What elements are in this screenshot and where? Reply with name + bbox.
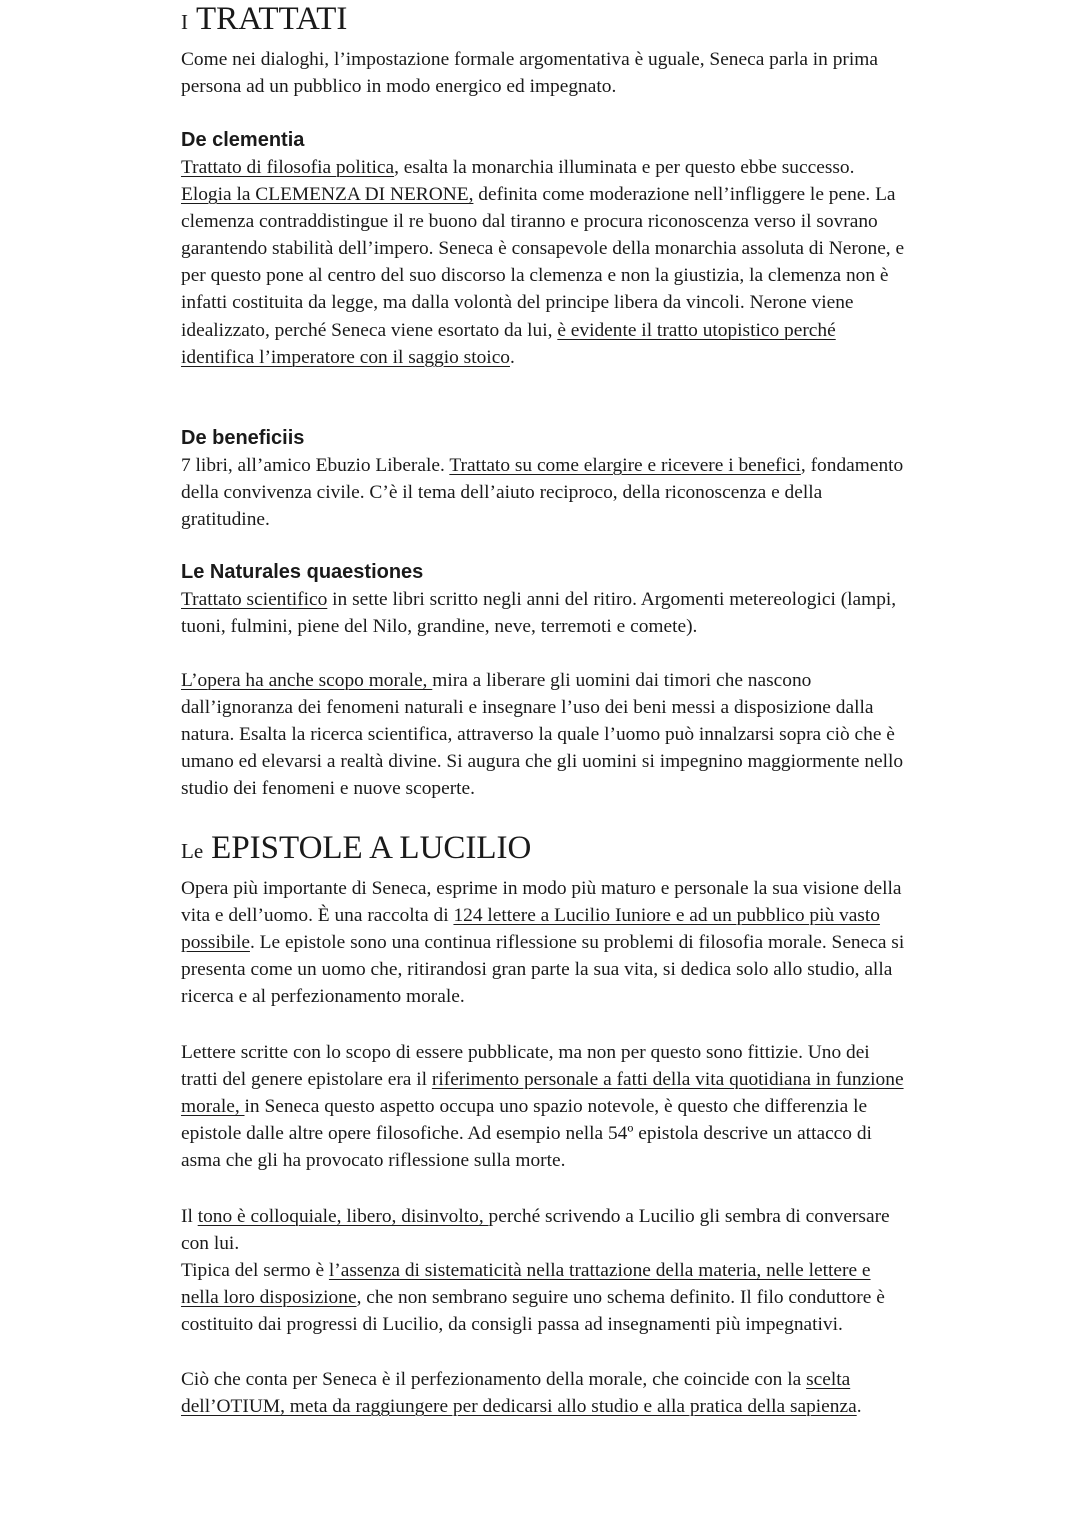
underlined-text: tono è colloquiale, libero, disinvolto, — [197, 1206, 489, 1227]
epistole-paragraph-3 — [181, 1203, 906, 1257]
section-title-trattati — [181, 2, 347, 36]
subheading-de-clementia: De clementia — [181, 129, 305, 151]
title-main: TRATTATI — [196, 1, 348, 37]
subheading-de-beneficiis: De beneficiis — [181, 427, 305, 449]
underlined-text: 124 lettere a Lucilio Iuniore e ad un pubblico più vasto possibile — [181, 905, 880, 954]
paragraph-text: , esalta la monarchia illuminata e per questo ebbe successo. — [394, 157, 855, 178]
section-title-epistole — [181, 831, 531, 865]
title-prefix: I — [181, 10, 188, 34]
paragraph-text: in sette libri scritto negli anni del ritiro. Argomenti metereologici (lampi, tuoni, fulmini, piene del Nilo, grandine, neve, terremoti e comete). — [181, 589, 897, 638]
trattati-intro-paragraph: Come nei dialoghi, l’impostazione formale argomentativa è uguale, Seneca parla in prima persona ad un pubblico in modo energico ed impegnato. — [181, 49, 878, 98]
paragraph-text: perché scrivendo a Lucilio gli sembra di conversare con lui. — [181, 1206, 890, 1255]
paragraph-text: 7 libri, all’amico Ebuzio Liberale. — [181, 455, 450, 476]
underlined-text: Trattato scientifico — [181, 589, 328, 610]
title-prefix: Le — [181, 839, 204, 863]
underlined-text: Elogia la CLEMENZA DI NERONE, — [181, 184, 474, 206]
paragraph-text: . Le epistole sono una continua riflessione su problemi di filosofia morale. Seneca si presenta come un uomo che, ritirandosi gran parte la sua vita, si dedica solo allo studio, alla ricerca e al perfezionamento morale. — [181, 932, 905, 1008]
paragraph-text: Tipica del sermo è — [181, 1260, 329, 1281]
underlined-text: Trattato su come elargire e ricevere i benefici — [449, 455, 801, 476]
paragraph-text: mira a liberare gli uomini dai timori che nascono dall’ignoranza dei fenomeni naturali e insegnare l’uso dei beni messi a disposizione dalla natura. Esalta la ricerca scientifica, attraverso la quale l’uomo può innalzarsi sopra ciò che è umano ed elevarsi a realtà divine. Si augura che gli uomini si impegnino maggiormente nello studio dei fenomeni e nuove scoperte. — [181, 670, 904, 800]
epistole-paragraph-1 — [181, 875, 906, 1010]
underlined-text: L’opera ha anche scopo morale, — [181, 670, 433, 691]
naturales-paragraph-1 — [181, 586, 906, 640]
paragraph-text: Lettere scritte con lo scopo di essere pubblicate, ma non per questo sono fittizie. Uno dei tratti del genere epistolare era il — [181, 1042, 870, 1091]
paragraph-text: definita come moderazione nell’infliggere le pene. La clemenza contraddistingue il re buono dal tiranno e procura riconoscenza verso il sovrano garantendo stabilità dell’impero. Seneca è consapevole della monarchia assoluta di Nerone, e per questo pone al centro del suo discorso la clemenza e non la giustizia, la clemenza non è infatti costituita da legge, ma dalla volontà del principe libera da vincoli. Nerone viene idealizzato, perché Seneca viene esortato da lui, — [181, 184, 905, 341]
underlined-text: Trattato di filosofia politica — [181, 157, 395, 178]
title-main: EPISTOLE A LUCILIO — [211, 830, 532, 866]
paragraph-text: Il — [181, 1206, 198, 1227]
paragraph-text: . — [856, 1396, 862, 1418]
subheading-naturales-quaestiones: Le Naturales quaestiones — [181, 561, 424, 583]
paragraph-text: Opera più importante di Seneca, esprime in modo più maturo e personale la sua visione della vita e dell’uomo. È una raccolta di — [181, 878, 902, 927]
underlined-text: riferimento personale a fatti della vita quotidiana in funzione morale, — [181, 1069, 904, 1118]
paragraph-text: in Seneca questo aspetto occupa uno spazio notevole, è questo che differenzia le epistole dalle altre opere filosofiche. Ad esempio nella 54º epistola descrive un attacco di asma che gli ha provocato riflessione sulla morte. — [181, 1096, 872, 1172]
paragraph-text: , fondamento della convivenza civile. C’è il tema dell’aiuto reciproco, della riconoscenza e della gratitudine. — [181, 455, 904, 531]
paragraph-text: , che non sembrano seguire uno schema definito. Il filo conduttore è costituito dai progressi di Lucilio, da consigli passa ad insegnamenti più impegnativi. — [181, 1287, 885, 1336]
de-beneficiis-paragraph — [181, 452, 906, 533]
underlined-text: è evidente il tratto utopistico perché identifica l’imperatore con il saggio stoico — [181, 319, 836, 368]
paragraph-text: Ciò che conta per Seneca è il perfezionamento della morale, che coincide con la — [181, 1369, 807, 1390]
epistole-paragraph-2 — [181, 1039, 906, 1174]
epistole-paragraph-4 — [181, 1257, 906, 1338]
underlined-text: l’assenza di sistematicità nella trattazione della materia, nelle lettere e nella loro disposizione — [181, 1260, 871, 1309]
paragraph-text: . — [510, 346, 515, 368]
de-clementia-paragraph — [181, 154, 906, 371]
epistole-paragraph-5 — [181, 1366, 906, 1420]
underlined-text: scelta dell’OTIUM, meta da raggiungere per dedicarsi allo studio e alla pratica della sapienza — [181, 1369, 857, 1418]
naturales-paragraph-2 — [181, 667, 906, 802]
